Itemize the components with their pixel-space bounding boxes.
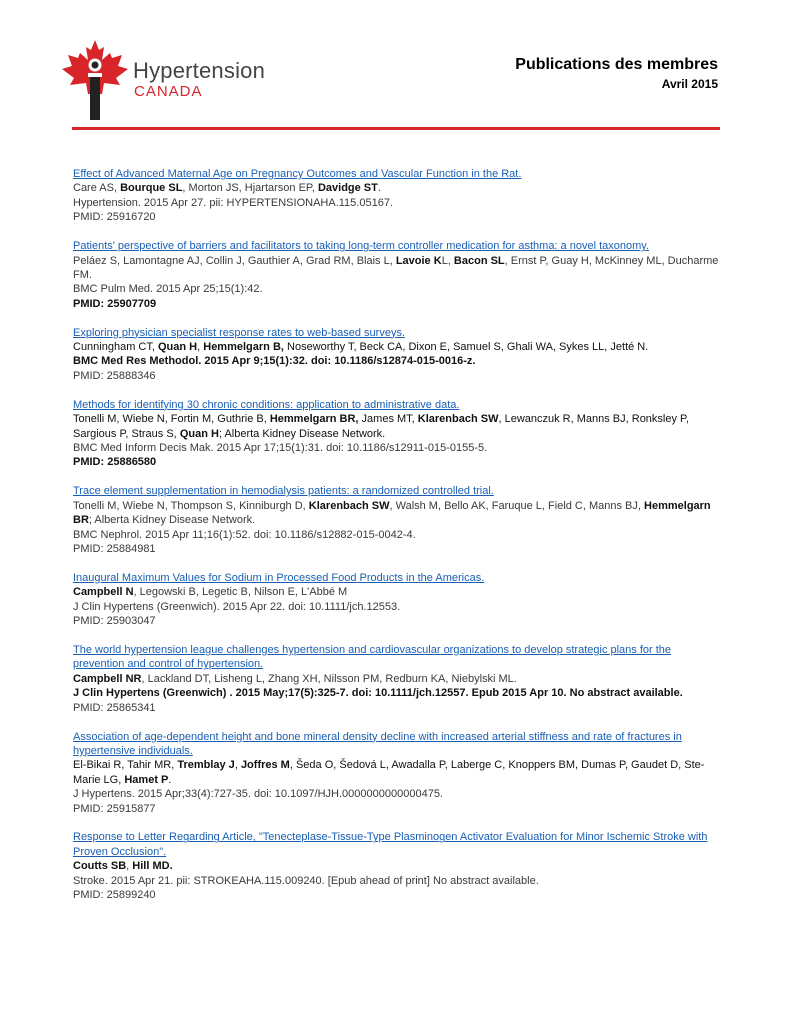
publication-journal: BMC Pulm Med. 2015 Apr 25;15(1):42.	[73, 283, 263, 296]
publication-journal: Hypertension. 2015 Apr 27. pii: HYPERTENSIONAHA.115.05167.	[73, 196, 393, 209]
author-member: Quan H	[158, 341, 198, 354]
publication-authors	[73, 499, 723, 528]
publication-journal: BMC Med Inform Decis Mak. 2015 Apr 17;15(1):31. doi: 10.1186/s12911-015-0155-5.	[73, 442, 488, 454]
publication-item	[73, 571, 723, 629]
publication-pmid: PMID: 25865341	[73, 701, 156, 714]
author-member: Coutts SB	[73, 860, 127, 873]
publication-journal: BMC Nephrol. 2015 Apr 11;16(1):52. doi: 10.1186/s12882-015-0042-4.	[73, 528, 416, 541]
publication-authors	[73, 672, 723, 686]
author-text: , Lewanczuk R, Manns BJ, Ronksley P, Sargious P, Straus S,	[73, 413, 690, 440]
publication-pmid: PMID: 25903047	[73, 615, 156, 628]
author-text: Noseworthy T, Beck CA, Dixon E, Samuel S, Ghali WA, Sykes LL, Jetté N.	[283, 341, 649, 354]
author-text: , Lackland DT, Lisheng L, Zhang XH, Nilsson PM, Redburn KA, Niebylski ML.	[141, 672, 517, 685]
maple-leaf-logo-icon	[58, 38, 132, 122]
author-member: Hill MD.	[132, 860, 173, 873]
author-member: Hamet P	[124, 773, 169, 786]
publication-authors	[73, 181, 723, 195]
logo-sub: CANADA	[134, 83, 203, 100]
publication-authors	[73, 412, 723, 441]
logo-name: Hypertension	[133, 58, 266, 83]
page-date: Avril 2015	[661, 77, 718, 91]
author-member: Campbell NR	[73, 672, 142, 685]
author-text: James MT,	[358, 413, 418, 426]
publication-pmid: PMID: 25915877	[73, 802, 156, 815]
author-member: Bourque SL	[120, 182, 183, 195]
author-member: Hemmelgarn BR,	[269, 413, 359, 426]
publication-item	[73, 326, 723, 384]
author-text: Cunningham CT,	[73, 341, 158, 354]
author-text: ; Alberta Kidney Disease Network.	[218, 427, 386, 440]
author-member: Klarenbach SW	[417, 413, 499, 426]
author-text: , Ernst P, Guay H, McKinney ML, Ducharme FM.	[73, 254, 719, 281]
author-text: , Morton JS, Hjartarson EP,	[182, 182, 318, 195]
publication-journal: J Clin Hypertens (Greenwich) . 2015 May;17(5):325-7. doi: 10.1111/jch.12557. Epub 2015 Apr 10. No abstract available.	[73, 687, 683, 700]
publication-journal: J Hypertens. 2015 Apr;33(4):727-35. doi: 10.1097/HJH.0000000000000475.	[73, 788, 443, 801]
publication-item	[73, 167, 723, 225]
page-header	[0, 0, 791, 135]
publication-authors	[73, 585, 723, 599]
publication-journal: Stroke. 2015 Apr 21. pii: STROKEAHA.115.009240. [Epub ahead of print] No abstract available.	[73, 874, 539, 887]
author-member: Bacon SL	[453, 254, 505, 267]
publication-pmid: PMID: 25886580	[73, 456, 157, 469]
author-text: , Šeda O, Šedová L, Awadalla P, Laberge C, Knoppers BM, Dumas P, Gaudet D, Ste-Marie LG,	[73, 759, 705, 786]
publication-pmid: PMID: 25899240	[73, 889, 156, 902]
publication-title-link[interactable]: Effect of Advanced Maternal Age on Pregnancy Outcomes and Vascular Function in the Rat.	[73, 168, 522, 180]
publication-journal: J Clin Hypertens (Greenwich). 2015 Apr 22. doi: 10.1111/jch.12553.	[73, 600, 401, 613]
author-text: .	[168, 773, 172, 786]
author-text: , Walsh M, Bello AK, Faruque L, Field C, Manns BJ,	[389, 499, 645, 512]
publication-item	[73, 398, 723, 470]
publication-authors	[73, 758, 723, 787]
author-member: Tremblay J	[177, 759, 235, 772]
publication-title-link[interactable]: Methods for identifying 30 chronic conditions: application to administrative data.	[73, 398, 460, 411]
author-member: Joffres M	[240, 759, 290, 772]
publication-title-link[interactable]: Trace element supplementation in hemodialysis patients: a randomized controlled trial.	[73, 485, 494, 498]
publication-title-link[interactable]: The world hypertension league challenges hypertension and cardiovascular organizations to develop strategic plans for the prevention and control of hypertension.	[73, 643, 672, 671]
author-text: ,	[234, 759, 241, 772]
page-title: Publications des membres	[515, 56, 718, 73]
publication-item	[73, 830, 723, 902]
author-member: Quan H	[179, 427, 219, 440]
publication-authors	[73, 254, 723, 283]
author-member: Hemmelgarn BR	[73, 499, 711, 527]
publication-item	[73, 643, 723, 715]
publication-title-link[interactable]: Exploring physician specialist response rates to web-based surveys.	[73, 326, 405, 339]
publication-list	[73, 167, 723, 917]
publication-title-link[interactable]: Patients' perspective of barriers and facilitators to taking long-term controller medication for asthma: a novel taxonomy.	[73, 240, 650, 253]
author-text: L,	[441, 254, 454, 267]
author-text: .	[377, 182, 381, 195]
publication-title-link[interactable]: Inaugural Maximum Values for Sodium in Processed Food Products in the Americas.	[73, 571, 485, 584]
publication-title-link[interactable]: Association of age-dependent height and bone mineral density decline with increased arterial stiffness and rate of fractures in hypertensive individuals.	[73, 730, 682, 757]
author-text: ; Alberta Kidney Disease Network.	[88, 514, 256, 527]
author-member: Davidge ST	[317, 182, 378, 195]
author-text: El-Bikai R, Tahir MR,	[73, 759, 178, 772]
author-member: Lavoie K	[395, 254, 442, 267]
author-member: Hemmelgarn B,	[203, 341, 284, 354]
publication-pmid: PMID: 25907709	[73, 297, 157, 310]
author-member: Klarenbach SW	[308, 499, 390, 512]
publication-pmid: PMID: 25888346	[73, 369, 156, 382]
publication-authors	[73, 859, 723, 873]
publication-journal: BMC Med Res Methodol. 2015 Apr 9;15(1):32. doi: 10.1186/s12874-015-0016-z.	[73, 355, 476, 368]
hypertension-canada-logo	[58, 38, 298, 122]
author-text: Care AS,	[73, 182, 121, 195]
publication-pmid: PMID: 25884981	[73, 542, 156, 555]
publication-item	[73, 484, 723, 556]
publication-authors	[73, 340, 723, 354]
author-text: , Legowski B, Legetic B, Nilson E, L'Abbé M	[133, 586, 348, 599]
publication-title-link[interactable]: Response to Letter Regarding Article, "Tenecteplase-Tissue-Type Plasminogen Activator Evaluation for Minor Ischemic Stroke with Proven Occlusion".	[73, 831, 708, 858]
author-text: ,	[126, 860, 133, 873]
author-text: Peláez S, Lamontagne AJ, Collin J, Gauthier A, Grad RM, Blais L,	[73, 254, 396, 267]
author-text: Tonelli M, Wiebe N, Thompson S, Kinniburgh D,	[73, 499, 309, 512]
author-member: Campbell N	[73, 586, 134, 599]
author-text: Tonelli M, Wiebe N, Fortin M, Guthrie B,	[73, 413, 270, 426]
publication-item	[73, 239, 723, 311]
header-divider	[72, 127, 720, 130]
publication-pmid: PMID: 25916720	[73, 211, 156, 224]
author-text: ,	[197, 341, 204, 354]
publication-item	[73, 730, 723, 816]
